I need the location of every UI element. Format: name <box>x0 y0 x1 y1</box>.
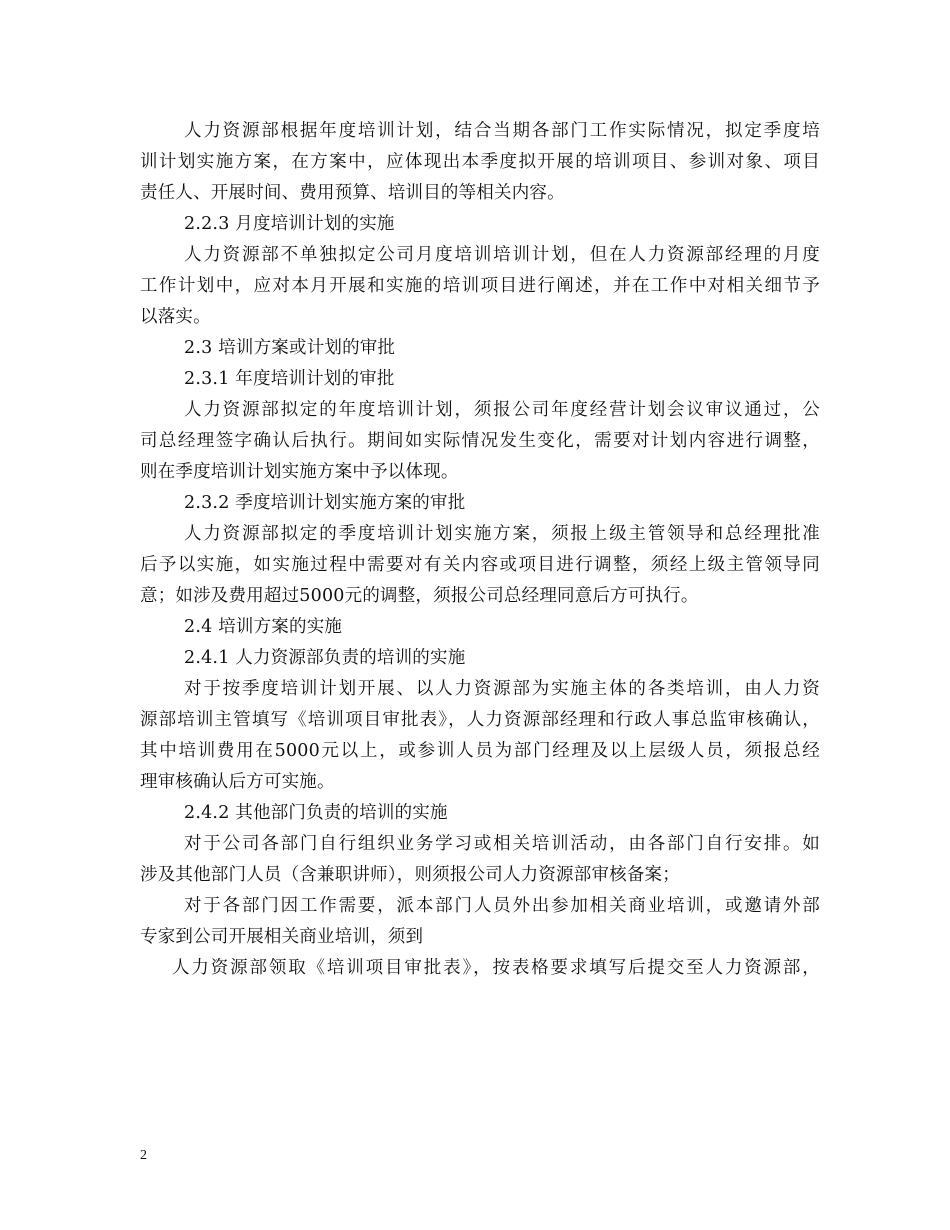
document-body <box>140 116 820 984</box>
paragraph-line: 训计划实施方案，在方案中，应体现出本季度拟开展的培训项目、参训对象、项目 <box>140 152 820 172</box>
section-heading: 2.3.2 季度培训计划实施方案的审批 <box>184 493 466 513</box>
section-heading: 2.4.1 人力资源部负责的培训的实施 <box>184 648 466 668</box>
section-heading: 2.3.1 年度培训计划的审批 <box>184 369 395 389</box>
paragraph-line: 涉及其他部门人员（含兼职讲师），则须报公司人力资源部审核备案； <box>140 865 680 885</box>
paragraph-line: 人力资源部拟定的季度培训计划实施方案，须报上级主管领导和总经理批准 <box>184 524 820 544</box>
paragraph-line: 司总经理签字确认后执行。期间如实际情况发生变化，需要对计划内容进行调整， <box>140 431 820 451</box>
paragraph-line: 人力资源部不单独拟定公司月度培训培训计划，但在人力资源部经理的月度 <box>184 245 820 265</box>
paragraph-line: 对于公司各部门自行组织业务学习或相关培训活动，由各部门自行安排。如 <box>184 834 820 854</box>
section-heading: 2.4 培训方案的实施 <box>184 617 343 637</box>
paragraph-line: 人力资源部领取《培训项目审批表》，按表格要求填写后提交至人力资源部， <box>172 958 820 978</box>
section-heading: 2.4.2 其他部门负责的培训的实施 <box>184 803 448 823</box>
section-heading: 2.2.3 月度培训计划的实施 <box>184 214 395 234</box>
page-number: 2 <box>140 1148 147 1163</box>
paragraph-line: 则在季度培训计划实施方案中予以体现。 <box>140 462 459 482</box>
paragraph-line: 人力资源部拟定的年度培训计划，须报公司年度经营计划会议审议通过，公 <box>184 400 820 420</box>
paragraph-line: 理审核确认后方可实施。 <box>140 772 335 792</box>
paragraph-line: 人力资源部根据年度培训计划，结合当期各部门工作实际情况，拟定季度培 <box>184 121 820 141</box>
paragraph-line: 后予以实施，如实施过程中需要对有关内容或项目进行调整，须经上级主管领导同 <box>140 555 820 575</box>
paragraph-line: 对于各部门因工作需要，派本部门人员外出参加相关商业培训，或邀请外部 <box>184 896 820 916</box>
paragraph-line: 源部培训主管填写《培训项目审批表》，人力资源部经理和行政人事总监审核确认， <box>140 710 820 730</box>
paragraph-line: 工作计划中，应对本月开展和实施的培训项目进行阐述，并在工作中对相关细节予 <box>140 276 820 296</box>
paragraph-line: 专家到公司开展相关商业培训，须到 <box>140 927 424 947</box>
paragraph-line: 其中培训费用在5000元以上，或参训人员为部门经理及以上层级人员，须报总经 <box>140 741 820 761</box>
section-heading: 2.3 培训方案或计划的审批 <box>184 338 396 358</box>
paragraph-line: 对于按季度培训计划开展、以人力资源部为实施主体的各类培训，由人力资 <box>184 679 820 699</box>
paragraph-line: 以落实。 <box>140 307 211 327</box>
paragraph-line: 责任人、开展时间、费用预算、培训目的等相关内容。 <box>140 183 565 203</box>
paragraph-line: 意；如涉及费用超过5000元的调整，须报公司总经理同意后方可执行。 <box>140 586 699 606</box>
